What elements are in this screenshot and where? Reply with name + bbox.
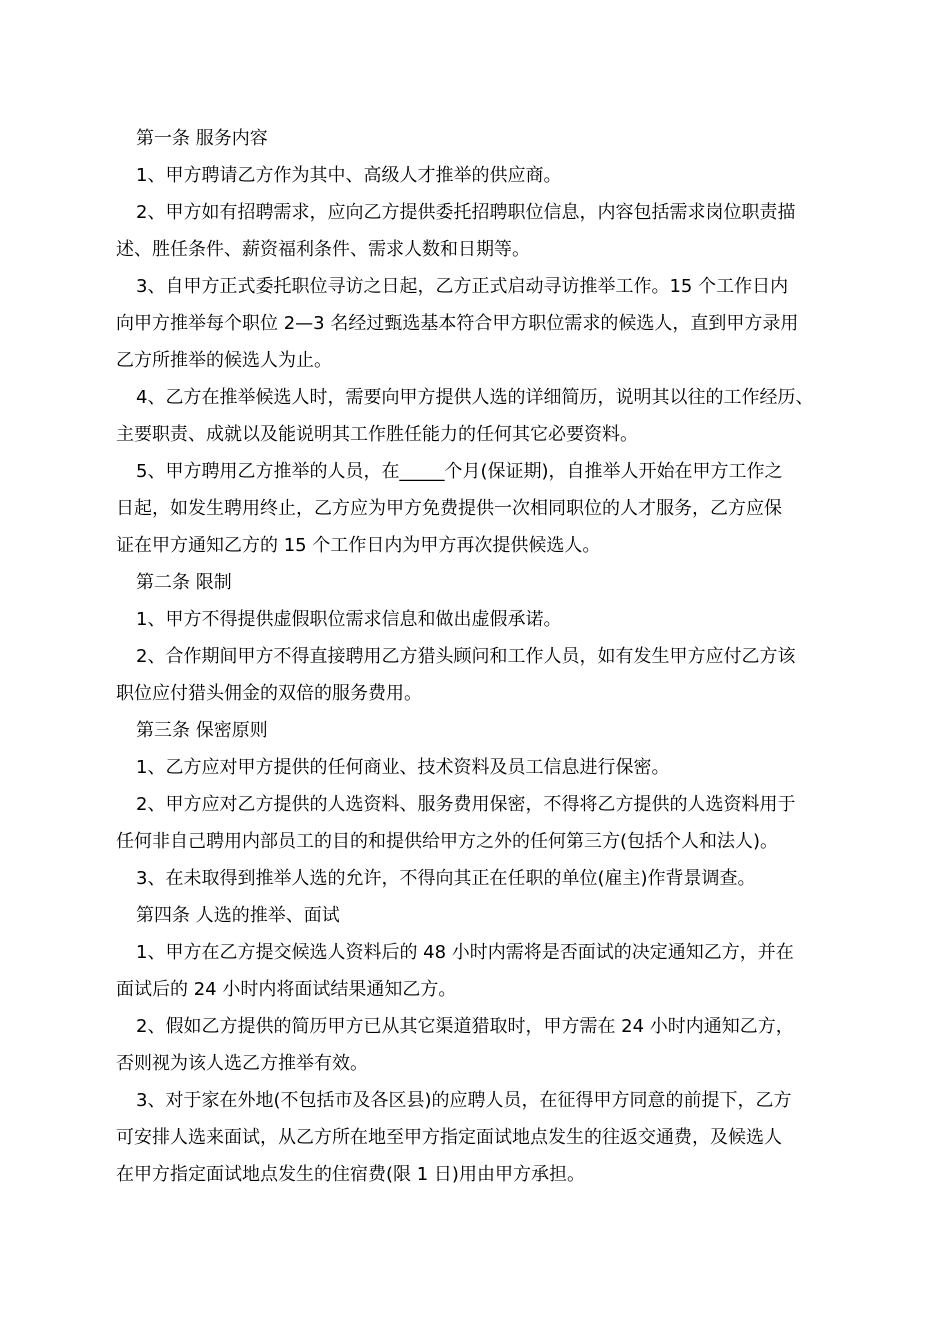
paragraph-line: 3、在未取得到推举人选的允许，不得向其正在任职的单位(雇主)作背景调查。 [136, 868, 756, 889]
clause-paragraph [116, 638, 840, 712]
clause-paragraph [116, 601, 840, 638]
paragraph-line: 主要职责、成就以及能说明其工作胜任能力的任何其它必要资料。 [116, 424, 638, 445]
clause-paragraph [116, 268, 840, 379]
paragraph-line: 乙方所推举的候选人为止。 [116, 350, 332, 371]
section-heading: 第三条 保密原则 [136, 720, 268, 741]
section-heading: 第四条 人选的推举、面试 [136, 905, 340, 926]
clause-paragraph [116, 934, 840, 1008]
section-heading: 第二条 限制 [136, 572, 232, 593]
paragraph-line: 任何非自己聘用内部员工的目的和提供给甲方之外的任何第三方(包括个人和法人)。 [116, 831, 779, 852]
paragraph-line: 否则视为该人选乙方推举有效。 [116, 1053, 368, 1074]
clause-paragraph [116, 786, 840, 860]
paragraph-line: 4、乙方在推举候选人时，需要向甲方提供人选的详细简历，说明其以往的工作经历、 [136, 387, 814, 408]
paragraph-line: 5、甲方聘用乙方推举的人员，在_____个月(保证期)，自推举人开始在甲方工作之 [136, 461, 783, 482]
paragraph-line: 1、乙方应对甲方提供的任何商业、技术资料及员工信息进行保密。 [136, 757, 670, 778]
paragraph-line: 1、甲方不得提供虚假职位需求信息和做出虚假承诺。 [136, 609, 562, 630]
paragraph-line: 日起，如发生聘用终止，乙方应为甲方免费提供一次相同职位的人才服务，乙方应保 [116, 498, 782, 519]
clause-paragraph [116, 860, 840, 897]
paragraph-line: 1、甲方在乙方提交候选人资料后的 48 小时内需将是否面试的决定通知乙方，并在 [136, 942, 794, 963]
clause-paragraph [116, 379, 840, 453]
paragraph-line: 2、甲方应对乙方提供的人选资料、服务费用保密，不得将乙方提供的人选资料用于 [136, 794, 796, 815]
paragraph-line: 3、自甲方正式委托职位寻访之日起，乙方正式启动寻访推举工作。15 个工作日内 [136, 276, 789, 297]
paragraph-line: 面试后的 24 小时内将面试结果通知乙方。 [116, 979, 457, 1000]
clause-paragraph [116, 1082, 840, 1193]
paragraph-line: 在甲方指定面试地点发生的住宿费(限 1 日)用由甲方承担。 [116, 1164, 585, 1185]
paragraph-line: 3、对于家在外地(不包括市及各区县)的应聘人员，在征得甲方同意的前提下，乙方 [136, 1090, 792, 1111]
clause-paragraph [116, 157, 840, 194]
clause-paragraph [116, 1008, 840, 1082]
paragraph-line: 证在甲方通知乙方的 15 个工作日内为甲方再次提供候选人。 [116, 535, 601, 556]
paragraph-line: 述、胜任条件、薪资福利条件、需求人数和日期等。 [116, 239, 530, 260]
clause-paragraph [116, 453, 840, 564]
document-body [116, 120, 840, 1193]
clause-paragraph [116, 749, 840, 786]
paragraph-line: 2、合作期间甲方不得直接聘用乙方猎头顾问和工作人员，如有发生甲方应付乙方该 [136, 646, 796, 667]
clause-paragraph [116, 194, 840, 268]
paragraph-line: 向甲方推举每个职位 2—3 名经过甄选基本符合甲方职位需求的候选人，直到甲方录用 [116, 313, 799, 334]
paragraph-line: 1、甲方聘请乙方作为其中、高级人才推举的供应商。 [136, 165, 562, 186]
paragraph-line: 可安排人选来面试，从乙方所在地至甲方指定面试地点发生的往返交通费，及候选人 [116, 1127, 782, 1148]
section-heading: 第一条 服务内容 [136, 128, 268, 149]
paragraph-line: 职位应付猎头佣金的双倍的服务费用。 [116, 683, 422, 704]
paragraph-line: 2、甲方如有招聘需求，应向乙方提供委托招聘职位信息，内容包括需求岗位职责描 [136, 202, 796, 223]
paragraph-line: 2、假如乙方提供的简历甲方已从其它渠道猎取时，甲方需在 24 小时内通知乙方， [136, 1016, 794, 1037]
